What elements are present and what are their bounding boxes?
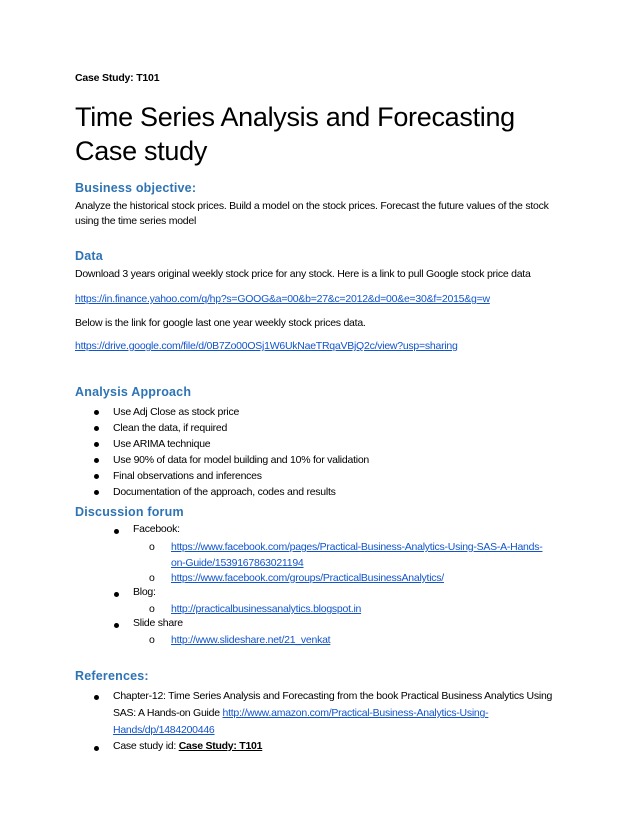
business-objective-text: Analyze the historical stock prices. Build a model on the stock prices. Forecast the future values of the stock using the time series model: [75, 200, 549, 227]
bullet-dot-icon: [94, 426, 99, 431]
bullet-dot-icon: [114, 623, 119, 628]
analysis-approach-item-text: Use Adj Close as stock price: [113, 406, 240, 418]
facebook-page-link[interactable]: [171, 541, 542, 569]
business-objective-heading: Business objective:: [75, 181, 197, 195]
analysis-approach-item: [75, 420, 575, 436]
data-text-2: Below is the link for google last one year weekly stock prices data.: [75, 317, 366, 329]
reference-1: [113, 688, 575, 739]
yahoo-finance-link[interactable]: https://in.finance.yahoo.com/q/hp?s=GOOG&a=00&b=27&c=2012&d=00&e=30&f=2015&g=w: [75, 293, 490, 305]
bullet-dot-icon: [114, 592, 119, 597]
bullet-dot-icon: [94, 474, 99, 479]
reference-2-text: Case study id:: [113, 740, 179, 752]
analysis-approach-heading: Analysis Approach: [75, 385, 192, 399]
slideshare-label: Slide share: [133, 617, 183, 629]
analysis-approach-item-text: Clean the data, if required: [113, 422, 228, 434]
facebook-page-link-line2: on-Guide/1539167863021194: [171, 557, 304, 569]
analysis-approach-item: [75, 452, 575, 468]
facebook-label: Facebook:: [133, 523, 180, 535]
analysis-approach-item-text: Use 90% of data for model building and 10% for validation: [113, 454, 370, 466]
reference-2-case-id: Case Study: T101: [178, 740, 263, 752]
reference-2: [113, 739, 575, 754]
bullet-dot-icon: [94, 410, 99, 415]
analysis-approach-item: [75, 468, 575, 484]
bullet-dot-icon: [114, 529, 119, 534]
data-heading: Data: [75, 249, 103, 263]
sub-bullet-icon: o: [149, 572, 155, 584]
analysis-approach-item: [75, 436, 575, 452]
bullet-dot-icon: [94, 490, 99, 495]
analysis-approach-item: [75, 404, 575, 420]
slideshare-link[interactable]: http://www.slideshare.net/21_venkat: [171, 634, 331, 646]
analysis-approach-item-text: Final observations and inferences: [113, 470, 262, 482]
bullet-dot-icon: [94, 695, 99, 700]
bullet-dot-icon: [94, 458, 99, 463]
discussion-forum-heading: Discussion forum: [75, 505, 184, 519]
analysis-approach-list: [75, 404, 575, 500]
bullet-dot-icon: [94, 746, 99, 751]
sub-bullet-icon: o: [149, 634, 155, 646]
analysis-approach-item-text: Documentation of the approach, codes and results: [113, 486, 336, 498]
references-heading: References:: [75, 669, 149, 683]
google-drive-link[interactable]: https://drive.google.com/file/d/0B7Zo00OSj1W6UkNaeTRqaVBjQ2c/view?usp=sharing: [75, 340, 458, 352]
sub-bullet-icon: o: [149, 603, 155, 615]
bullet-dot-icon: [94, 442, 99, 447]
amazon-book-link-part2: Hands/dp/1484200446: [113, 724, 215, 736]
reference-1-text: Chapter-12: Time Series Analysis and Forecasting from the book Practical Business Analytics Using SAS: A Hands-on Guide: [113, 690, 553, 719]
blog-label: Blog:: [133, 586, 156, 598]
facebook-page-link-line1: https://www.facebook.com/pages/Practical-Business-Analytics-Using-SAS-A-Hands-: [171, 541, 543, 553]
data-text-1: Download 3 years original weekly stock price for any stock. Here is a link to pull Google stock price data: [75, 268, 531, 280]
amazon-book-link-part1: http://www.amazon.com/Practical-Business-Analytics-Using-: [222, 707, 489, 719]
facebook-group-link[interactable]: https://www.facebook.com/groups/PracticalBusinessAnalytics/: [171, 572, 444, 584]
sub-bullet-icon: o: [149, 541, 155, 553]
blog-link[interactable]: http://practicalbusinessanalytics.blogspot.in: [171, 603, 362, 615]
document-title: Time Series Analysis and Forecasting Case study: [75, 102, 515, 166]
analysis-approach-item: [75, 484, 575, 500]
analysis-approach-item-text: Use ARIMA technique: [113, 438, 211, 450]
case-study-label: Case Study: T101: [75, 72, 160, 84]
